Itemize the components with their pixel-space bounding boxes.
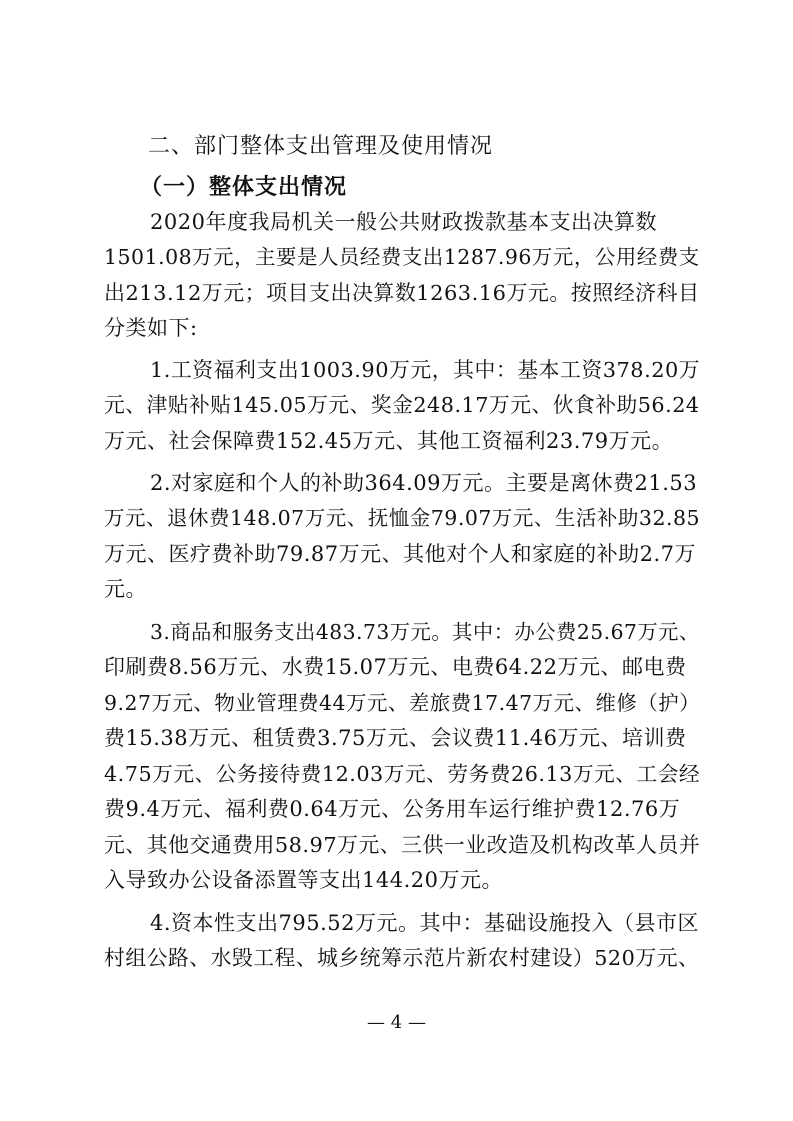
paragraph-line: 万元、退休费148.07万元、抚恤金79.07万元、生活补助32.85 xyxy=(104,506,701,530)
page-number: — 4 — xyxy=(367,1012,426,1033)
paragraph-line: 2020年度我局机关一般公共财政拨款基本支出决算数 xyxy=(150,210,657,234)
paragraph-line: 1.工资福利支出1003.90万元，其中：基本工资378.20万 xyxy=(150,358,701,382)
paragraph-line: 2.对家庭和个人的补助364.09万元。主要是离休费21.53 xyxy=(150,471,698,495)
paragraph-line: 印刷费8.56万元、水费15.07万元、电费64.22万元、邮电费 xyxy=(104,655,687,679)
paragraph-line: 出213.12万元；项目支出决算数1263.16万元。按照经济科目 xyxy=(104,281,700,305)
paragraph-line: 元。 xyxy=(104,577,147,601)
paragraph-line: 4.75万元、公务接待费12.03万元、劳务费26.13万元、工会经 xyxy=(104,762,701,786)
paragraph-line: 费9.4万元、福利费0.64万元、公务用车运行维护费12.76万 xyxy=(104,797,681,821)
paragraph-line: 费15.38万元、租赁费3.75万元、会议费11.46万元、培训费 xyxy=(104,726,687,750)
paragraph-line: 元、津贴补贴145.05万元、奖金248.17万元、伙食补助56.24 xyxy=(104,393,700,417)
paragraph-line: 入导致办公设备添置等支出144.20万元。 xyxy=(104,868,503,892)
paragraph-line: 村组公路、水毁工程、城乡统筹示范片新农村建设）520万元、 xyxy=(104,946,700,970)
paragraph-line: 4.资本性支出795.52万元。其中：基础设施投入（县市区 xyxy=(150,911,700,935)
paragraph-line: 万元、医疗费补助79.87万元、其他对个人和家庭的补助2.7万 xyxy=(104,542,697,566)
paragraph-line: 分类如下: xyxy=(104,316,198,340)
paragraph-line: 万元、社会保障费152.45万元、其他工资福利23.79万元。 xyxy=(104,429,674,453)
section-heading: 二、部门整体支出管理及使用情况 xyxy=(148,134,494,159)
paragraph-line: 元、其他交通费用58.97万元、三供一业改造及机构改革人员并 xyxy=(104,833,701,857)
paragraph-line: 3.商品和服务支出483.73万元。其中：办公费25.67万元、 xyxy=(150,620,700,644)
subsection-heading: （一）整体支出情况 xyxy=(140,174,348,200)
paragraph-line: 9.27万元、物业管理费44万元、差旅费17.47万元、维修（护） xyxy=(104,691,701,715)
paragraph-line: 1501.08万元，主要是人员经费支出1287.96万元，公用经费支 xyxy=(104,245,700,269)
